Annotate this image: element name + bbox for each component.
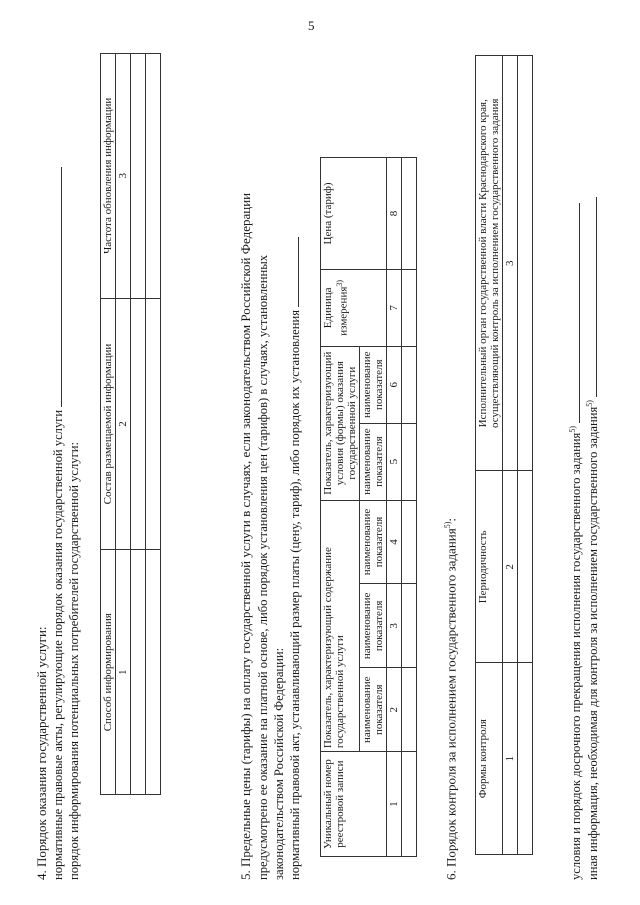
- section5-line1: 5. Предельные цены (тарифы) на оплату государственной услуги в случаях, если законодательством Российской Федерации: [238, 192, 253, 880]
- col-number: 6: [387, 346, 402, 423]
- empty-cell: [131, 54, 146, 299]
- col-indicator-name: наименование показателя: [360, 346, 387, 423]
- section4-line1: [50, 167, 66, 880]
- col-number: 2: [503, 471, 518, 663]
- empty-cell: [146, 550, 161, 795]
- col-unit-text: Единица измерения: [322, 286, 350, 336]
- section5-line4-blank: [287, 237, 299, 307]
- col-unit-sup: 3): [335, 279, 344, 287]
- col-number: 3: [387, 584, 402, 668]
- section4-line2: порядок информирования потенциальных потребителей государственной услуги:: [67, 442, 81, 880]
- section5-line2: предусмотрено ее оказание на платной основе, либо порядок установления цен (тарифов) в случаях, установленных: [256, 255, 270, 880]
- col-unit: [321, 269, 387, 346]
- empty-cell: [402, 500, 417, 584]
- col-info-frequency: Частота обновления информации: [101, 54, 116, 299]
- section6-title-text: 6. Порядок контроля за исполнением государственного задания: [443, 528, 459, 880]
- section6-title: 6. Порядок контроля за исполнением государственного задания$^{5)}$:: [443, 517, 459, 880]
- section4-title: 4. Порядок оказания государственной услуги:: [34, 626, 49, 880]
- col-price: Цена (тариф): [321, 158, 387, 270]
- section5-line4-text: нормативный правовой акт, устанавливающий размер платы (цену, тариф), либо порядок их установления: [288, 309, 302, 880]
- empty-cell: [518, 56, 533, 472]
- rotated-document-body: [30, 5, 620, 880]
- col-number: 4: [387, 500, 402, 584]
- col-info-method: Способ информирования: [101, 550, 116, 795]
- empty-cell: [518, 471, 533, 663]
- col-info-content: Состав размещаемой информации: [101, 298, 116, 550]
- empty-cell: [131, 298, 146, 550]
- empty-cell: [402, 423, 417, 500]
- section6-line2-sup: 5): [585, 400, 594, 407]
- col-indicator-name: наименование показателя: [360, 584, 387, 668]
- col-number: 2: [387, 668, 402, 752]
- col-number: 1: [503, 663, 518, 855]
- section5-line4: [287, 237, 303, 880]
- section6-line2-blank: [585, 197, 597, 397]
- section6-line1-text: условия и порядок досрочного прекращения исполнения государственного задания: [569, 432, 584, 880]
- col-indicator-name: наименование показателя: [360, 500, 387, 584]
- empty-cell: [518, 663, 533, 855]
- empty-cell: [146, 298, 161, 550]
- empty-cell: [402, 668, 417, 752]
- section6-line1-sup: 5): [568, 425, 577, 433]
- col-content-indicator: Показатель, характеризующий содержание государственной услуги: [321, 500, 360, 752]
- col-control-authority: Исполнительный орган государственной власти Краснодарского края, осуществляющий контроль за исполнением государственного задания: [476, 56, 503, 472]
- empty-cell: [131, 550, 146, 795]
- col-unique-number: Уникальный номер реестровой записи: [321, 752, 387, 857]
- price-table: [320, 157, 417, 857]
- col-number: 7: [387, 269, 402, 346]
- section4-line1-blank: [50, 167, 62, 407]
- col-control-form: Формы контроля: [476, 663, 503, 855]
- section6-line2: [582, 197, 601, 880]
- col-number: 1: [387, 752, 402, 857]
- col-number: 3: [116, 54, 131, 299]
- empty-cell: [402, 752, 417, 857]
- col-indicator-name: наименование показателя: [360, 423, 387, 500]
- section6-title-sup: 5): [443, 521, 452, 529]
- empty-cell: [402, 584, 417, 668]
- col-number: 8: [387, 158, 402, 270]
- section6-line1-blank: [568, 203, 580, 423]
- col-number: 5: [387, 423, 402, 500]
- section5-line3: законодательством Российской Федерации:: [272, 647, 286, 880]
- section4-line1-text: нормативные правовые акты, регулирующие порядок оказания государственной услуги: [51, 409, 65, 880]
- empty-cell: [402, 346, 417, 423]
- empty-cell: [146, 54, 161, 299]
- col-periodicity: Периодичность: [476, 471, 503, 663]
- col-number: 2: [116, 298, 131, 550]
- col-conditions-indicator: Показатель, характеризующий условия (формы) оказания государственной услуги: [321, 346, 360, 500]
- section6-line2-text: иная информация, необходимая для контроля за исполнением государственного задания: [586, 406, 601, 880]
- col-number: 1: [116, 550, 131, 795]
- control-table: [475, 55, 533, 855]
- col-indicator-name: наименование показателя: [360, 668, 387, 752]
- empty-cell: [402, 269, 417, 346]
- col-number: 3: [503, 56, 518, 472]
- page-number: 5: [308, 18, 315, 33]
- empty-cell: [402, 158, 417, 270]
- information-table: [100, 53, 161, 795]
